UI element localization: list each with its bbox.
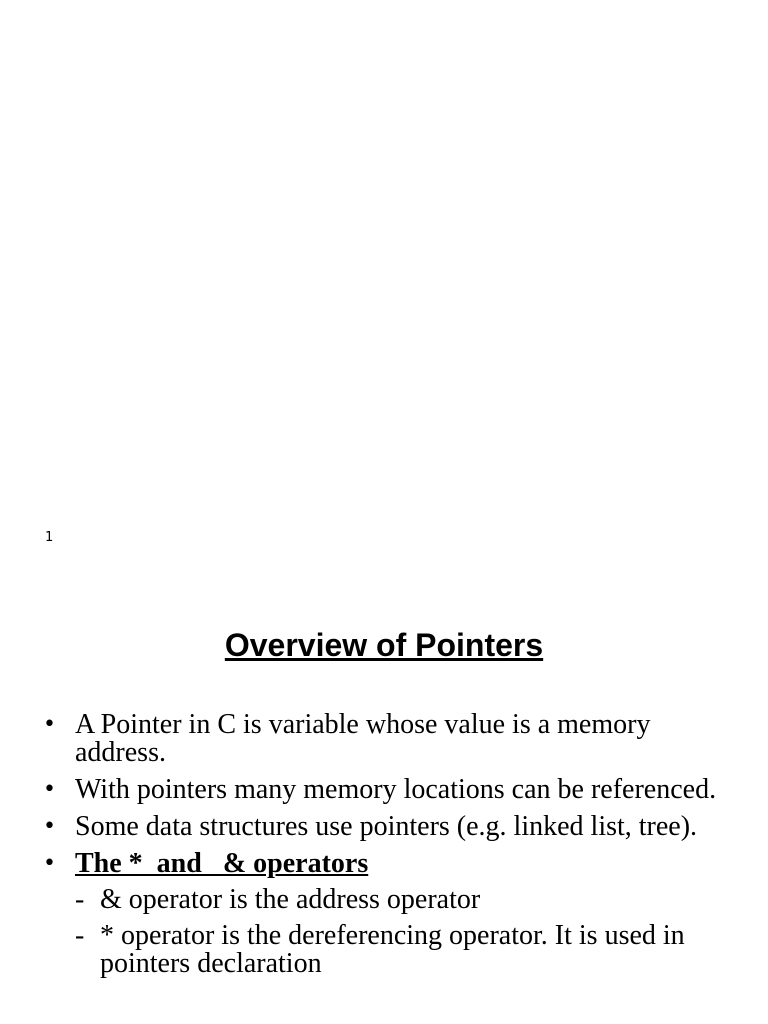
bullet-dot-icon: •	[43, 814, 56, 839]
bullet-item	[40, 711, 740, 767]
bullet-dot-icon: •	[43, 712, 56, 737]
sub-bullet-list	[75, 886, 740, 978]
bullet-dot-icon: •	[43, 777, 56, 802]
bullet-text: Some data structures use pointers (e.g. linked list, tree).	[75, 811, 698, 842]
bullet-item	[40, 776, 740, 804]
bullet-item	[40, 813, 740, 841]
bullet-item-operators	[40, 850, 740, 978]
page-number: 1	[45, 530, 54, 545]
bullet-dot-icon: •	[43, 851, 56, 876]
bullet-list	[40, 711, 740, 987]
sub-bullet-text: * operator is the dereferencing operator. It is used in pointers declaration	[100, 920, 685, 979]
sub-bullet-item	[75, 886, 740, 914]
sub-bullet-item	[75, 922, 740, 978]
bullet-text: With pointers many memory locations can be referenced.	[75, 774, 717, 805]
slide-title: Overview of Pointers	[224, 627, 544, 663]
operators-heading: The * and & operators	[75, 848, 369, 879]
sub-bullet-text: & operator is the address operator	[100, 884, 481, 915]
dash-icon: -	[75, 920, 85, 951]
dash-icon: -	[75, 884, 85, 915]
bullet-text: A Pointer in C is variable whose value is a memory address.	[75, 709, 651, 768]
